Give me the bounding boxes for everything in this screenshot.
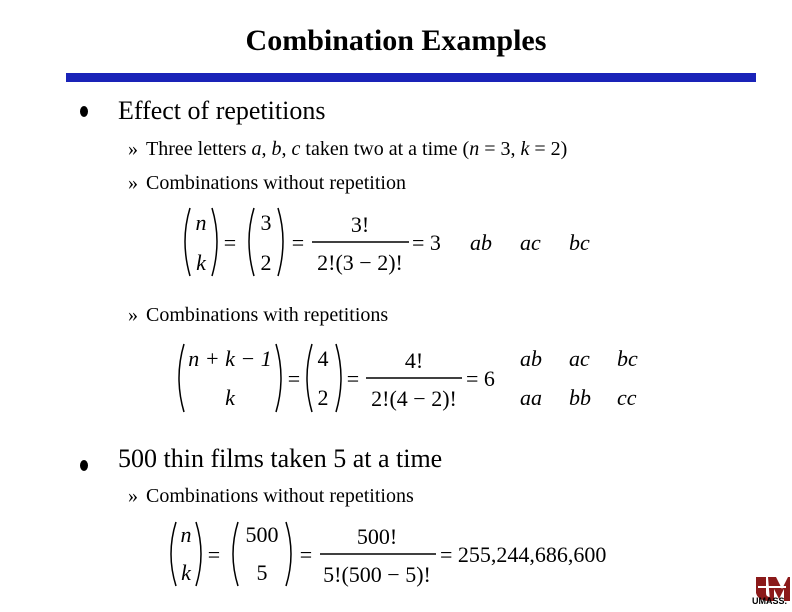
eq1-pair: bc [569,230,590,255]
eq2-binom-bottom: k [225,385,235,410]
equation-thin-films [162,518,642,592]
eq3-value-top: 500 [245,522,279,547]
bullet-dot [80,460,88,471]
eq1-pair: ab [470,230,492,255]
eq3-binom-bottom: k [181,560,191,585]
eq1-result: = 3 [412,230,441,255]
eq3-denominator: 5!(500 − 5)! [323,562,431,587]
eq1-equals: = [223,230,237,255]
eq1-binom-top: n [195,210,207,235]
sub-bullet-marker: » [128,138,138,160]
eq1-numerator: 3! [350,212,370,237]
eq2-value-top: 4 [317,346,329,371]
umass-logo-text: UMASS. [752,596,788,606]
equation-combinations-without-repetition [176,200,616,282]
bullet-thin-films: 500 thin films taken 5 at a time [118,444,443,473]
page-title: Combination Examples [245,24,547,57]
eq2-value-bottom: 2 [317,385,329,410]
eq3-result: = 255,244,686,600 [440,542,607,567]
eq2-equals: = [287,366,301,391]
eq2-pair: bc [617,346,638,371]
sub-bullet-with-repetitions: » Combinations with repetitions [128,304,389,326]
sub-bullet-marker: » [128,485,138,507]
bullet-effect-of-repetitions: Effect of repetitions [118,96,326,125]
bullet-dot [80,106,88,117]
eq1-value-bottom: 2 [260,250,272,275]
eq1-denominator: 2!(3 − 2)! [317,250,403,275]
sub-bullet-three-letters: » Three letters a, b, c taken two at a time (n = 3, k = 2) [128,138,568,160]
eq2-equals-2: = [346,366,360,391]
eq2-binom-top: n + k − 1 [188,346,272,371]
eq2-numerator: 4! [404,348,424,373]
sub-bullet-marker: » [128,172,138,194]
eq2-pair: bb [569,385,591,410]
eq2-pair: ab [520,346,542,371]
eq2-pair: aa [520,385,542,410]
eq2-result: = 6 [466,366,495,391]
sub-bullet-without-repetition: » Combinations without repetition [128,172,406,194]
sub-bullet-marker: » [128,304,138,326]
eq1-pair: ac [520,230,541,255]
eq2-pair: cc [617,385,637,410]
equation-combinations-with-repetitions [170,340,650,416]
eq3-value-bottom: 5 [256,560,268,585]
eq1-binom-bottom: k [196,250,206,275]
eq3-equals-2: = [299,542,313,567]
title-divider [66,73,756,82]
eq2-pair: ac [569,346,590,371]
eq2-denominator: 2!(4 − 2)! [371,386,457,411]
eq3-numerator: 500! [356,524,398,549]
eq3-binom-top: n [180,522,192,547]
sub-bullet-without-repetitions: » Combinations without repetitions [128,485,414,507]
eq1-equals-2: = [291,230,305,255]
eq3-equals: = [207,542,221,567]
eq1-value-top: 3 [260,210,272,235]
